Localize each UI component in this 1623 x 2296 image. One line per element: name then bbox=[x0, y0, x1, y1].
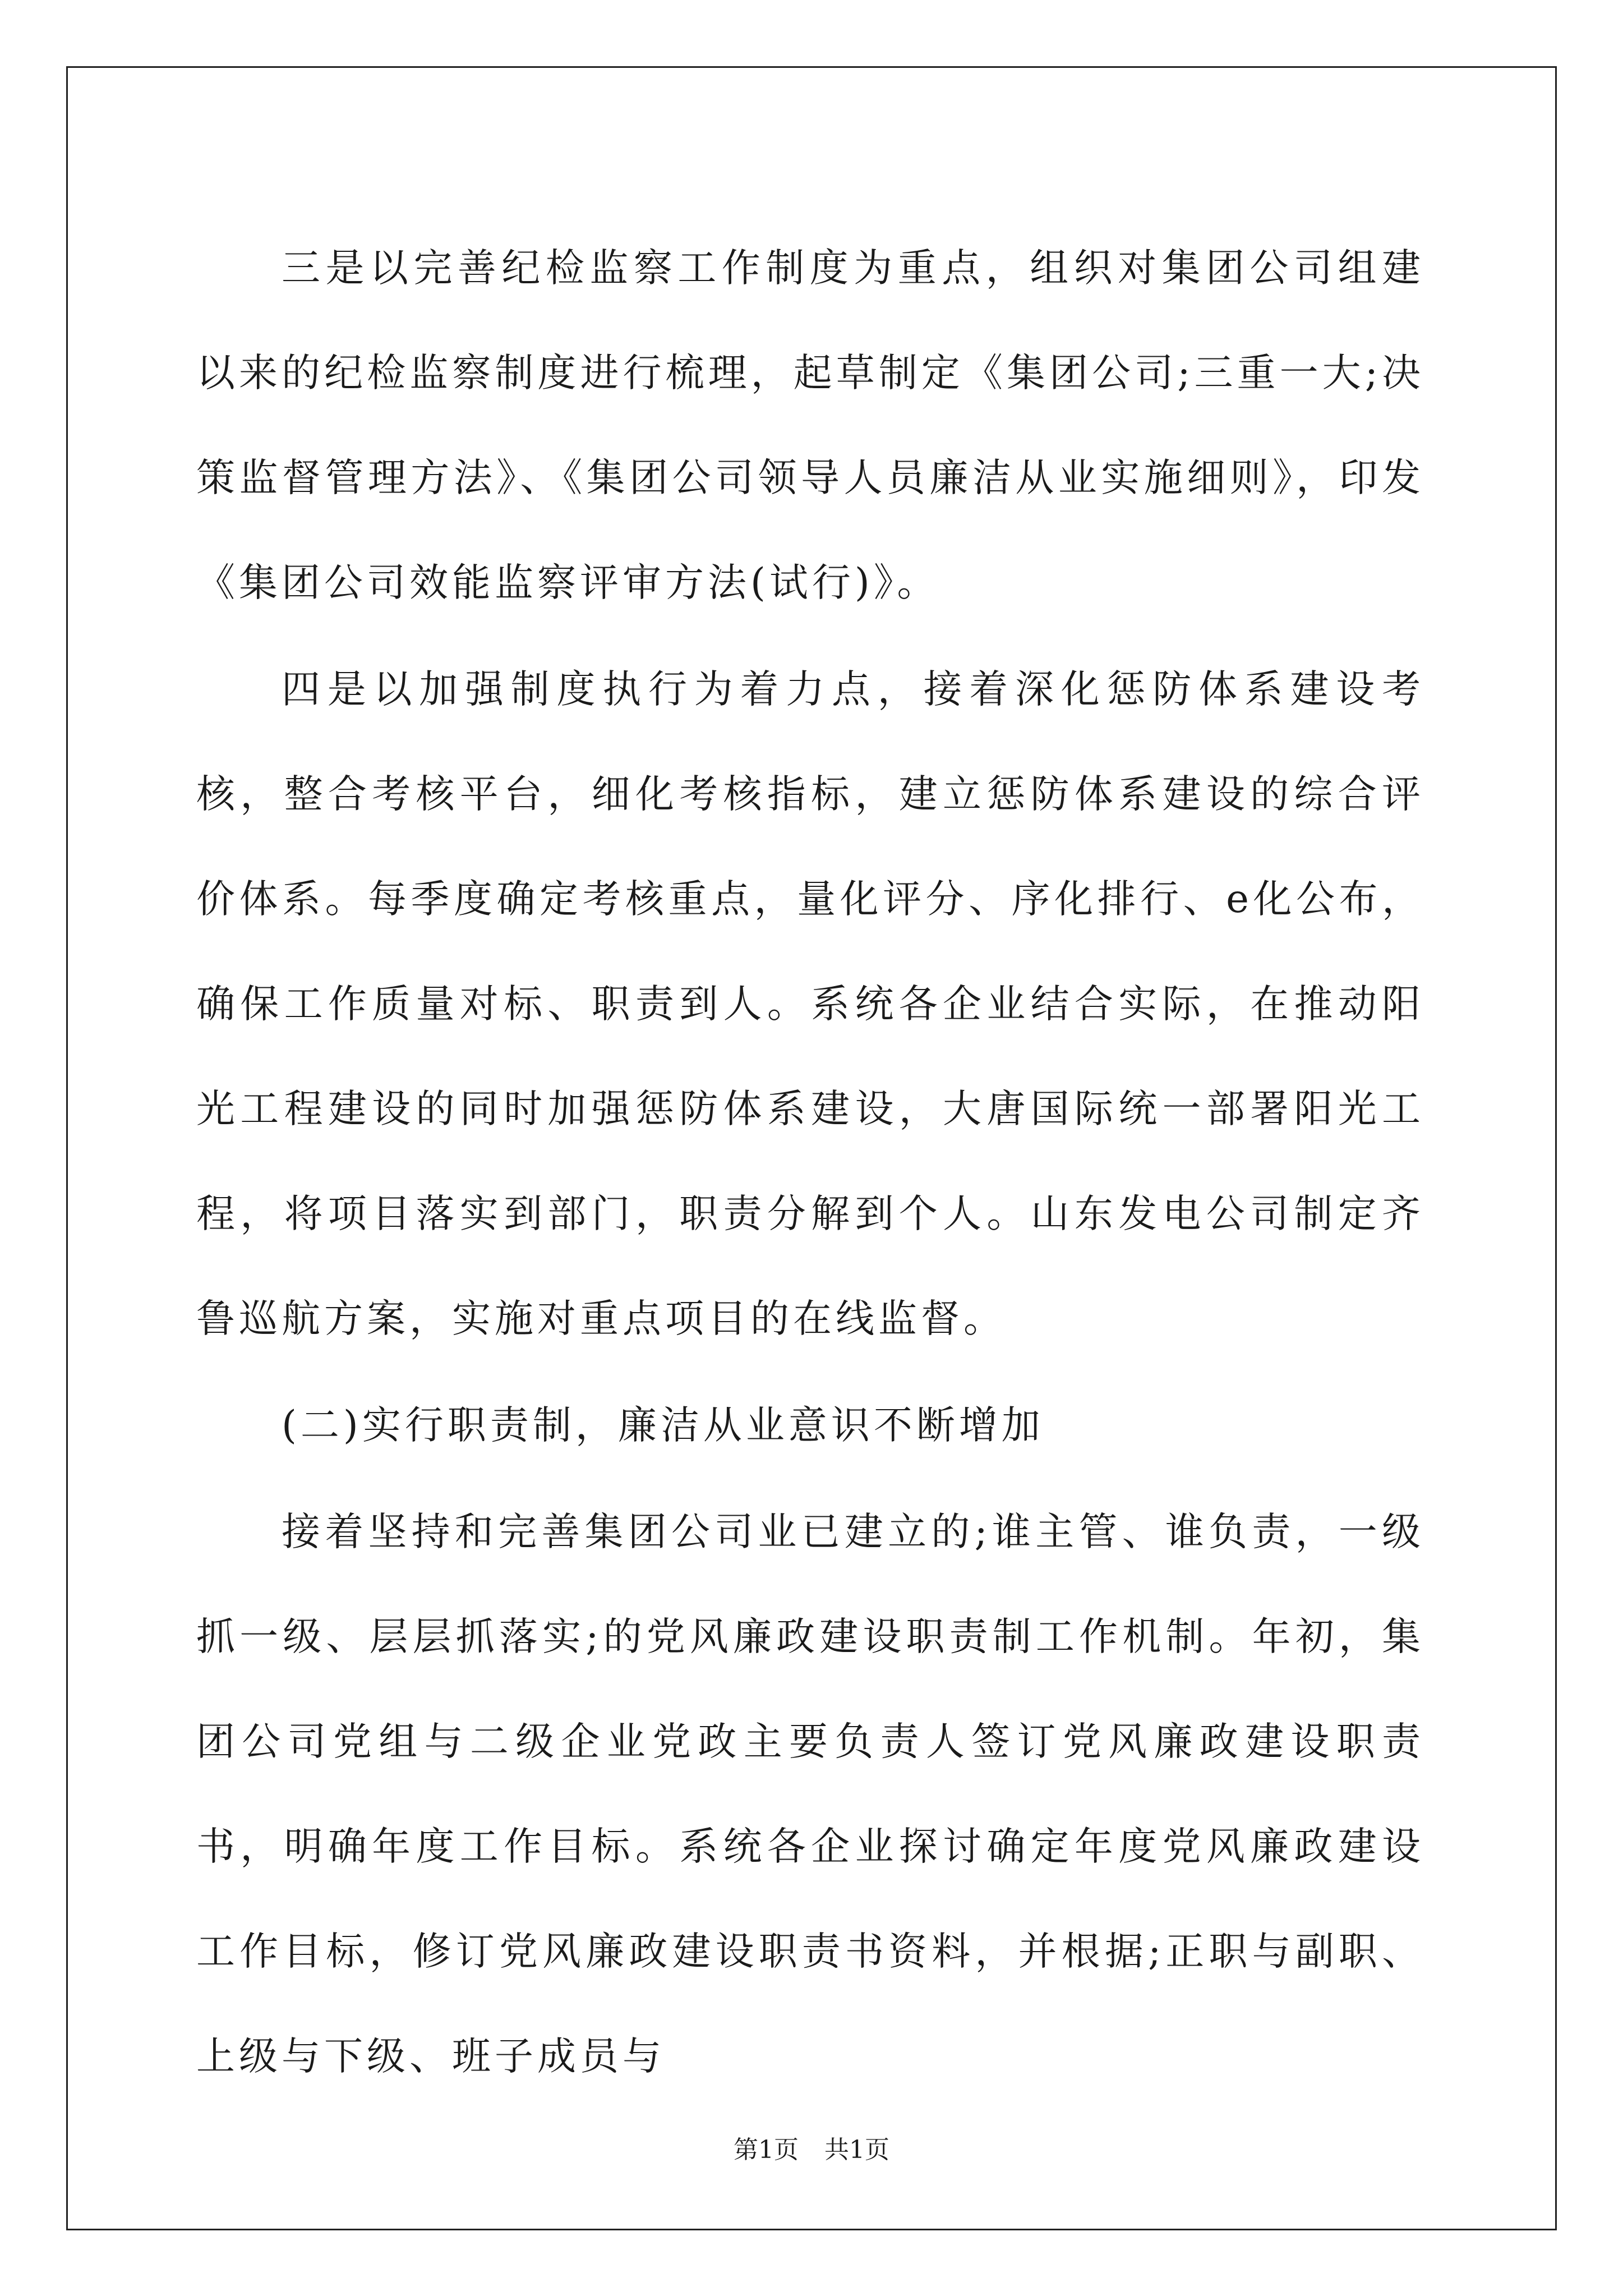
page-total: 共1页 bbox=[824, 2136, 889, 2164]
paragraph-3: 接着坚持和完善集团公司业已建立的;谁主管、谁负责，一级抓一级、层层抓落实;的党风廉政建设职责制工作机制。年初，集团公司党组与二级企业党政主要负责人签订党风廉政建设职责书，明确年度工作目标。系统各企业探讨确定年度党风廉政建设工作目标，修订党风廉政建设职责书资料，并根据;正职与副职、上级与下级、班子成员与 bbox=[196, 1510, 1424, 2079]
paragraph-1: 三是以完善纪检监察工作制度为重点，组织对集团公司组建以来的纪检监察制度进行梳理，起草制定《集团公司;三重一大;决策监督管理方法》、《集团公司领导人员廉洁从业实施细则》，印发《集团公司效能监察评审方法(试行)》。 bbox=[196, 246, 1424, 605]
page-number: 第1页 bbox=[734, 2136, 799, 2164]
document-body bbox=[196, 216, 1424, 2109]
page-footer bbox=[0, 2129, 1623, 2165]
paragraph-2: 四是以加强制度执行为着力点，接着深化惩防体系建设考核，整合考核平台，细化考核指标，建立惩防体系建设的综合评价体系。每季度确定考核重点，量化评分、序化排行、e化公布，确保工作质量对标、职责到人。系统各企业结合实际，在推动阳光工程建设的同时加强惩防体系建设，大唐国际统一部署阳光工程，将项目落实到部门，职责分解到个人。山东发电公司制定齐鲁巡航方案，实施对重点项目的在线监督。 bbox=[196, 667, 1424, 1341]
section-heading: (二)实行职责制，廉洁从业意识不断增加 bbox=[282, 1403, 1044, 1448]
